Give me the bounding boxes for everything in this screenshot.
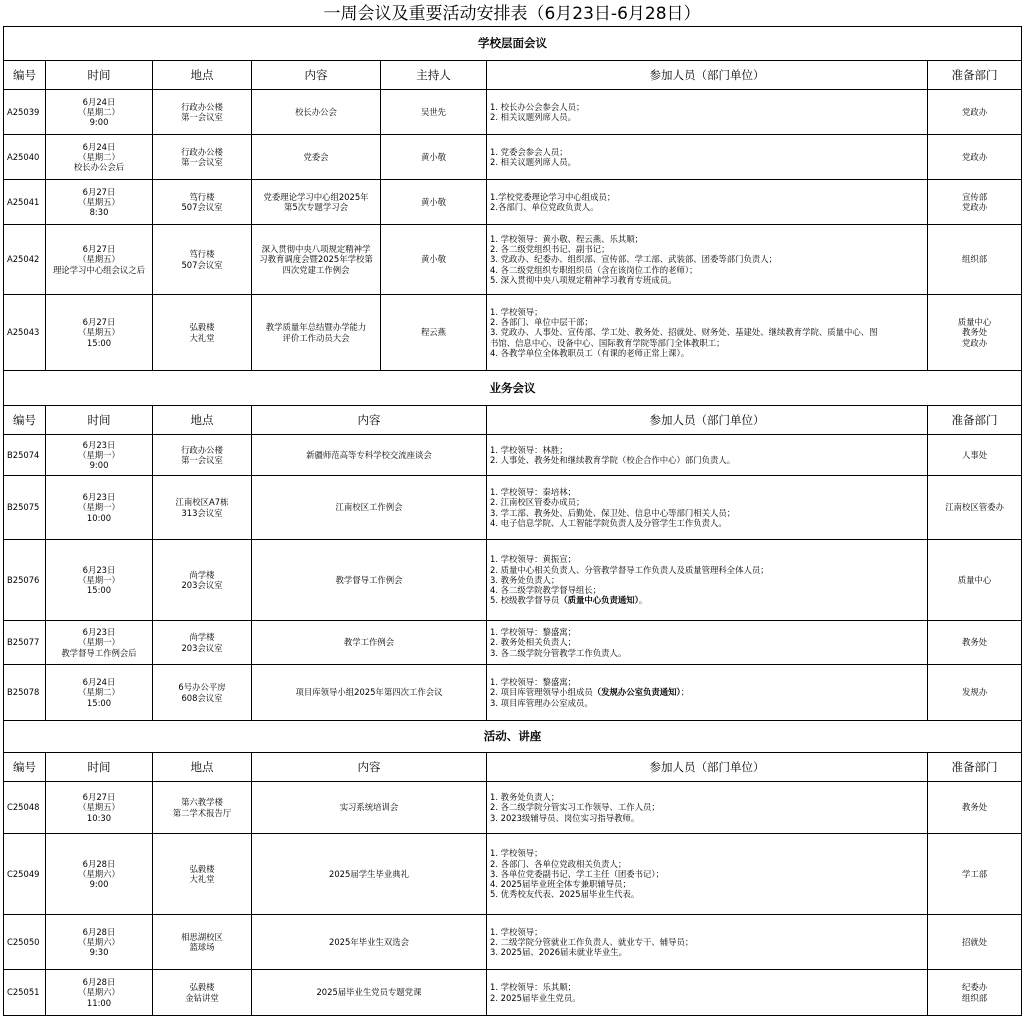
- meeting-content-line: 校长办公会: [295, 106, 337, 117]
- meeting-participants-line: 1. 学校领导：黎盛寓；: [490, 627, 577, 638]
- meeting-place-line: 行政办公楼: [181, 146, 223, 157]
- meeting-id: C25051: [4, 970, 46, 1016]
- meeting-time: [46, 476, 153, 540]
- table-row: [4, 135, 1022, 180]
- meeting-time: [46, 225, 153, 295]
- meeting-time-line: （星期二）: [78, 687, 120, 698]
- meeting-participants-line: 2. 各二级学院分管实习工作领导、工作人员；: [490, 802, 660, 813]
- meeting-host: 吴世先: [381, 90, 487, 135]
- meeting-id: A25043: [4, 295, 46, 371]
- meeting-place: [153, 435, 252, 476]
- meeting-id: C25050: [4, 915, 46, 970]
- meeting-time-line: （星期五）: [78, 196, 120, 207]
- prep-department-line: 江南校区管委办: [945, 502, 1004, 513]
- meeting-participants-line: 3. 党政办、纪委办、组织部、宣传部、学工部、武装部、团委等部门负责人；: [490, 254, 778, 265]
- meeting-content-line: 党委理论学习中心组2025年: [263, 191, 369, 202]
- meeting-time-line: 校长办公会后: [73, 162, 125, 173]
- column-header: 准备部门: [928, 753, 1022, 782]
- meeting-participants-line: 3. 2023级辅导员、岗位实习指导教师。: [490, 812, 640, 823]
- meeting-participants-line: 1. 学校领导：黄小敬、程云燕、乐其顺；: [490, 233, 644, 244]
- section-title: 活动、讲座: [4, 721, 1022, 753]
- meeting-time-line: 6月24日: [82, 141, 116, 152]
- meeting-id: B25076: [4, 540, 46, 621]
- meeting-time-line: （星期六）: [78, 936, 120, 947]
- meeting-participants-line: 书馆、信息中心、设备中心、国际教育学院等部门全体教职工；: [490, 337, 725, 348]
- meeting-time-line: 9:00: [89, 879, 109, 890]
- meeting-time-line: 6月23日: [82, 492, 116, 503]
- meeting-id: A25042: [4, 225, 46, 295]
- meeting-content-line: 江南校区工作例会: [335, 502, 403, 513]
- meeting-time-line: 6月28日: [82, 926, 116, 937]
- table-row: [4, 915, 1022, 970]
- column-header: 内容: [252, 406, 487, 435]
- meeting-participants: [487, 915, 928, 970]
- meeting-time-line: （星期一）: [78, 574, 120, 585]
- meeting-place: [153, 135, 252, 180]
- table-row: [4, 225, 1022, 295]
- column-header: 地点: [153, 61, 252, 90]
- meeting-time: [46, 435, 153, 476]
- table-row: [4, 665, 1022, 721]
- prep-department: [928, 295, 1022, 371]
- meeting-participants-line: 4. 各二级学院教学督导组长；: [490, 585, 602, 596]
- meeting-place-line: 江南校区A7栋: [175, 497, 229, 508]
- meeting-time-line: 6月24日: [82, 677, 116, 688]
- meeting-place-line: 第一会议室: [181, 112, 223, 122]
- table-row: [4, 621, 1022, 665]
- meeting-place-line: 507会议室: [181, 259, 223, 270]
- meeting-participants: [487, 834, 928, 915]
- meeting-time: [46, 621, 153, 665]
- meeting-participants: [487, 970, 928, 1016]
- meeting-place: [153, 970, 252, 1016]
- meeting-time-line: 9:00: [89, 117, 109, 128]
- table-row: [4, 970, 1022, 1016]
- table-row: [4, 180, 1022, 225]
- meeting-participants-line: 2. 项目库管理领导小组成员（发规办公室负责通知）；: [490, 687, 690, 698]
- meeting-id: B25074: [4, 435, 46, 476]
- section-title: 学校层面会议: [4, 27, 1022, 61]
- meeting-time: [46, 915, 153, 970]
- meeting-place: [153, 476, 252, 540]
- meeting-place-line: 弘毅楼: [189, 863, 215, 874]
- meeting-content: [252, 180, 381, 225]
- column-header: 内容: [252, 61, 381, 90]
- prep-department-line: 发规办: [961, 687, 988, 698]
- meeting-participants-line: 1. 校长办公会参会人员；: [490, 101, 585, 112]
- meeting-time-line: （星期六）: [78, 868, 120, 879]
- meeting-participants-line: 2. 江南校区管委办成员；: [490, 497, 585, 508]
- prep-department: [928, 476, 1022, 540]
- meeting-time-line: 15:00: [86, 697, 112, 708]
- meeting-participants-line: 1. 学校领导：林胜；: [490, 444, 568, 455]
- meeting-place-line: 金钻讲堂: [185, 992, 219, 1003]
- prep-department-line: 质量中心: [957, 317, 992, 328]
- meeting-content-line: 项目库领导小组2025年第四次工作会议: [295, 687, 443, 698]
- prep-department-line: 人事处: [961, 449, 988, 460]
- prep-department: [928, 435, 1022, 476]
- meeting-participants-line: 3. 各二级学院分管教学工作负责人。: [490, 647, 627, 658]
- meeting-time-line: 11:00: [86, 997, 112, 1008]
- meeting-place-line: 大礼堂: [189, 874, 215, 884]
- section-title-row: [4, 27, 1022, 61]
- meeting-time: [46, 834, 153, 915]
- column-header: 地点: [153, 406, 252, 435]
- meeting-place-line: 608会议室: [181, 692, 223, 703]
- meeting-place-line: 203会议室: [181, 642, 223, 653]
- meeting-content-line: 新疆师范高等专科学校交流座谈会: [306, 449, 432, 460]
- meeting-place: [153, 225, 252, 295]
- meeting-content-line: 评价工作动员大会: [282, 332, 350, 343]
- prep-department-line: 党政办: [961, 202, 988, 212]
- meeting-content: [252, 665, 487, 721]
- meeting-time-line: 理论学习中心组会议之后: [52, 264, 146, 275]
- meeting-content: [252, 476, 487, 540]
- prep-department-line: 组织部: [961, 992, 988, 1003]
- meeting-participants-line: 3. 2025届、2026届未就业毕业生。: [490, 947, 628, 958]
- meeting-id: A25040: [4, 135, 46, 180]
- page-title: 一周会议及重要活动安排表（6月23日-6月28日）: [323, 4, 701, 24]
- meeting-place: [153, 782, 252, 834]
- meeting-place-line: 313会议室: [181, 507, 223, 518]
- column-header: 准备部门: [928, 406, 1022, 435]
- meeting-place-line: 203会议室: [181, 580, 223, 590]
- meeting-place-line: 弘毅楼: [189, 982, 215, 993]
- section-title-row: [4, 721, 1022, 753]
- meeting-id: C25049: [4, 834, 46, 915]
- table-row: [4, 540, 1022, 621]
- meeting-id: B25077: [4, 621, 46, 665]
- meeting-participants-line: 1. 学校领导：黎盛寓；: [490, 677, 577, 688]
- meeting-participants-line: 1. 学校领导；: [490, 848, 543, 859]
- meeting-content-line: 教学督导工作例会: [335, 574, 403, 585]
- column-header: 内容: [252, 753, 487, 782]
- meeting-place: [153, 90, 252, 135]
- meeting-place-line: 第一会议室: [181, 455, 223, 465]
- meeting-place-line: 6号办公平房: [178, 682, 226, 693]
- meeting-time-line: （星期五）: [78, 327, 120, 338]
- meeting-place-line: 笃行楼: [189, 191, 215, 202]
- meeting-time: [46, 295, 153, 371]
- meeting-content-line: 第5次专题学习会: [284, 202, 348, 212]
- prep-department-line: 组织部: [961, 254, 988, 265]
- meeting-content: [252, 225, 381, 295]
- prep-department-line: 招就处: [961, 936, 988, 947]
- meeting-content-line: 党委会: [303, 151, 329, 162]
- meeting-time-line: 6月27日: [82, 792, 116, 803]
- meeting-host: 黄小敬: [381, 225, 487, 295]
- meeting-participants-line: 1. 学校领导；: [490, 926, 543, 937]
- table-row: [4, 90, 1022, 135]
- meeting-participants: [487, 225, 928, 295]
- meeting-place: [153, 665, 252, 721]
- meeting-time-line: 10:30: [86, 812, 112, 823]
- column-header: 地点: [153, 753, 252, 782]
- meeting-participants-line: 1.学校党委理论学习中心组成员；: [490, 191, 616, 202]
- meeting-participants-line: 2. 2025届毕业生党员。: [490, 992, 581, 1003]
- table-row: [4, 476, 1022, 540]
- meeting-content: [252, 621, 487, 665]
- table-row: [4, 834, 1022, 915]
- meeting-place-line: 第二学术报告厅: [172, 807, 232, 818]
- meeting-place-line: 507会议室: [181, 202, 223, 212]
- meeting-participants: [487, 476, 928, 540]
- meeting-id: C25048: [4, 782, 46, 834]
- prep-department-line: 党政办: [961, 106, 988, 117]
- meeting-participants-line: 3. 党政办、人事处、宣传部、学工处、教务处、招就处、财务处、基建处、继续教育学院、质量中心、图: [490, 327, 878, 338]
- meeting-id: B25075: [4, 476, 46, 540]
- meeting-content: [252, 295, 381, 371]
- meeting-participants-line: 2. 各部门、单位中层干部；: [490, 317, 593, 328]
- meeting-place: [153, 295, 252, 371]
- meeting-participants-line: 2. 质量中心相关负责人、分管教学督导工作负责人及质量管理科全体人员；: [490, 564, 769, 575]
- meeting-content-line: 教学质量年总结暨办学能力: [265, 322, 367, 333]
- meeting-participants-line: 1. 教务处负责人；: [490, 792, 560, 803]
- meeting-place: [153, 540, 252, 621]
- meeting-time-line: （星期一）: [78, 637, 120, 648]
- meeting-content-line: 2025届毕业生党员专题党课: [316, 987, 422, 998]
- meeting-participants: [487, 180, 928, 225]
- meeting-host: 程云燕: [381, 295, 487, 371]
- meeting-participants-line: 5. 深入贯彻中央八项规定精神学习教育专班成员。: [490, 274, 677, 285]
- meeting-participants-line: 2. 相关议题列席人员。: [490, 112, 577, 122]
- prep-department-line: 教务处: [961, 327, 988, 338]
- meeting-host: 黄小敬: [381, 180, 487, 225]
- prep-department-line: 学工部: [961, 868, 988, 879]
- meeting-participants-line: 1. 党委会参会人员；: [490, 146, 568, 157]
- meeting-time: [46, 135, 153, 180]
- prep-department: [928, 621, 1022, 665]
- prep-department: [928, 225, 1022, 295]
- prep-department-line: 质量中心: [957, 574, 992, 585]
- prep-department-line: 教务处: [961, 802, 988, 813]
- header-row: [4, 753, 1022, 782]
- meeting-time-line: （星期二）: [78, 151, 120, 162]
- meeting-participants: [487, 621, 928, 665]
- meeting-time-line: （星期一）: [78, 449, 120, 460]
- meeting-time-line: 6月23日: [82, 439, 116, 450]
- meeting-content: [252, 540, 487, 621]
- meeting-time: [46, 782, 153, 834]
- meeting-content: [252, 834, 487, 915]
- meeting-place: [153, 834, 252, 915]
- meeting-participants: [487, 435, 928, 476]
- meeting-time: [46, 970, 153, 1016]
- meeting-content-line: 深入贯彻中央八项规定精神学: [261, 244, 371, 255]
- meeting-time-line: 6月28日: [82, 977, 116, 988]
- prep-department: [928, 90, 1022, 135]
- meeting-participants: [487, 665, 928, 721]
- prep-department: [928, 180, 1022, 225]
- header-row: [4, 406, 1022, 435]
- meeting-place-line: 相思湖校区: [181, 931, 223, 942]
- column-header: 编号: [4, 406, 46, 435]
- prep-department-line: 教务处: [961, 637, 988, 648]
- meeting-participants-line: 5. 优秀校友代表、2025届毕业生代表。: [490, 889, 640, 900]
- prep-department: [928, 915, 1022, 970]
- meeting-time-line: 6月27日: [82, 244, 116, 255]
- column-header: 准备部门: [928, 61, 1022, 90]
- meeting-participants: [487, 540, 928, 621]
- meeting-participants-line: 1. 学校领导；: [490, 306, 543, 317]
- section-title-row: [4, 371, 1022, 406]
- section-title: 业务会议: [4, 371, 1022, 406]
- meeting-time-line: 6月23日: [82, 564, 116, 575]
- meeting-time-line: 15:00: [86, 337, 112, 348]
- meeting-participants: [487, 90, 928, 135]
- column-header: 时间: [46, 61, 153, 90]
- meeting-time-line: 9:00: [89, 460, 109, 471]
- column-header: 参加人员（部门单位）: [487, 753, 928, 782]
- meeting-participants-line: 1. 学校领导：黄振宣；: [490, 554, 577, 565]
- meeting-participants-line: 4. 2025届毕业班全体专兼职辅导员；: [490, 879, 631, 890]
- meeting-participants-line: 3. 学工部、教务处、后勤处、保卫处、信息中心等部门相关人员；: [490, 507, 736, 518]
- meeting-participants-line: 2. 各部门、各单位党政相关负责人；: [490, 858, 627, 869]
- meeting-host: 黄小敬: [381, 135, 487, 180]
- meeting-participants-line: 1. 学校领导：乐其顺；: [490, 982, 577, 993]
- meeting-time-line: 教学督导工作例会后: [61, 647, 137, 658]
- column-header: 编号: [4, 753, 46, 782]
- column-header: 参加人员（部门单位）: [487, 406, 928, 435]
- meeting-participants-line: 4. 各教学单位全体教职员工（有课的老师正常上课）。: [490, 347, 690, 358]
- meeting-participants-line: 4. 各二级党组织专职组织员（含在该岗位工作的老师）；: [490, 264, 698, 275]
- meeting-participants-line: 2. 人事处、教务处和继续教育学院（校企合作中心）部门负责人。: [490, 455, 736, 465]
- meeting-content-line: 四次党建工作例会: [282, 264, 350, 275]
- meeting-time: [46, 180, 153, 225]
- prep-department: [928, 665, 1022, 721]
- column-header: 主持人: [381, 61, 487, 90]
- meeting-participants-line: 2.各部门、单位党政负责人。: [490, 202, 599, 212]
- column-header: 编号: [4, 61, 46, 90]
- meeting-time-line: 8:30: [89, 207, 109, 218]
- meeting-participants: [487, 782, 928, 834]
- meeting-place-line: 弘毅楼: [189, 322, 215, 333]
- meeting-place-line: 尚学楼: [189, 569, 215, 580]
- meeting-place-line: 大礼堂: [189, 332, 215, 343]
- prep-department-line: 纪委办: [961, 982, 988, 993]
- meeting-time-line: （星期五）: [78, 254, 120, 265]
- meeting-place-line: 行政办公楼: [181, 101, 223, 112]
- meeting-participants-line: 2. 各二级党组织书记、副书记；: [490, 244, 610, 255]
- column-header: 时间: [46, 406, 153, 435]
- meeting-time: [46, 665, 153, 721]
- meeting-time-line: （星期五）: [78, 802, 120, 813]
- meeting-content-line: 教学工作例会: [343, 637, 395, 648]
- meeting-time-line: 6月27日: [82, 186, 116, 197]
- meeting-time-line: 6月27日: [82, 317, 116, 328]
- meeting-participants-line: 2. 二级学院分管就业工作负责人、就业专干、辅导员；: [490, 936, 694, 947]
- meeting-place-line: 笃行楼: [189, 249, 215, 260]
- meeting-participants: [487, 135, 928, 180]
- prep-department: [928, 540, 1022, 621]
- column-header: 参加人员（部门单位）: [487, 61, 928, 90]
- meeting-time: [46, 540, 153, 621]
- meeting-place-line: 篮球场: [189, 942, 215, 952]
- meeting-place: [153, 180, 252, 225]
- meeting-content: [252, 970, 487, 1016]
- meeting-participants-line: 4. 电子信息学院、人工智能学院负责人及分管学生工作负责人。: [490, 517, 727, 528]
- meeting-content-line: 2025届学生毕业典礼: [329, 868, 409, 879]
- meeting-time-line: （星期六）: [78, 987, 120, 998]
- meeting-content-line: 2025年毕业生双选会: [329, 936, 409, 947]
- meeting-participants-line: 1. 学校领导：秦培林；: [490, 487, 577, 498]
- meeting-content-line: 习教育调度会暨2025年学校第: [259, 254, 373, 265]
- meeting-time-line: 9:30: [89, 947, 109, 958]
- meeting-content: [252, 435, 487, 476]
- meeting-place: [153, 621, 252, 665]
- meeting-time-line: 15:00: [86, 585, 112, 596]
- meeting-id: A25041: [4, 180, 46, 225]
- meeting-participants-line: 3. 各单位党委副书记、学工主任（团委书记）；: [490, 868, 664, 879]
- meeting-content: [252, 782, 487, 834]
- meeting-place-line: 尚学楼: [189, 632, 215, 643]
- prep-department: [928, 135, 1022, 180]
- meeting-content: [252, 915, 487, 970]
- meeting-content: [252, 90, 381, 135]
- table-row: [4, 295, 1022, 371]
- table-row: [4, 435, 1022, 476]
- meeting-place-line: 第六教学楼: [181, 797, 223, 808]
- schedule-table: [3, 26, 1022, 1016]
- prep-department: [928, 782, 1022, 834]
- prep-department-line: 党政办: [961, 151, 988, 162]
- meeting-content-line: 实习系统培训会: [339, 802, 399, 813]
- meeting-content: [252, 135, 381, 180]
- meeting-participants-line: 2. 相关议题列席人员。: [490, 157, 577, 167]
- meeting-participants: [487, 295, 928, 371]
- meeting-time: [46, 90, 153, 135]
- prep-department-line: 宣传部: [961, 191, 988, 202]
- meeting-place: [153, 915, 252, 970]
- prep-department: [928, 970, 1022, 1016]
- meeting-time-line: （星期一）: [78, 502, 120, 513]
- meeting-id: B25078: [4, 665, 46, 721]
- meeting-participants-line: 2. 教务处相关负责人；: [490, 637, 577, 648]
- meeting-time-line: 10:00: [86, 512, 112, 523]
- meeting-place-line: 第一会议室: [181, 157, 223, 167]
- meeting-time-line: 6月24日: [82, 96, 116, 107]
- meeting-place-line: 行政办公楼: [181, 444, 223, 455]
- meeting-time-line: （星期二）: [78, 106, 120, 117]
- header-row: [4, 61, 1022, 90]
- meeting-time-line: 6月28日: [82, 858, 116, 869]
- table-row: [4, 782, 1022, 834]
- meeting-time-line: 6月23日: [82, 627, 116, 638]
- meeting-participants-line: 5. 校级教学督导员（质量中心负责通知）。: [490, 595, 648, 606]
- meeting-id: A25039: [4, 90, 46, 135]
- prep-department-line: 党政办: [961, 337, 988, 348]
- meeting-participants-line: 3. 项目库管理办公室成员。: [490, 697, 593, 708]
- meeting-participants-line: 3. 教务处负责人；: [490, 574, 560, 585]
- prep-department: [928, 834, 1022, 915]
- column-header: 时间: [46, 753, 153, 782]
